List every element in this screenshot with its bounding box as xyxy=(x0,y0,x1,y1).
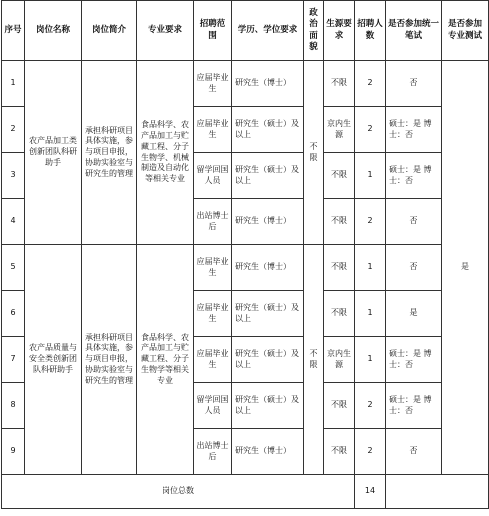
cell-origin: 京内生源 xyxy=(324,107,355,153)
cell-count: 2 xyxy=(355,107,386,153)
cell-exam: 否 xyxy=(386,199,442,245)
total-label: 岗位总数 xyxy=(2,475,355,509)
header-test: 是否参加专业测试 xyxy=(442,1,489,61)
cell-political-group-2: 不限 xyxy=(304,245,324,475)
cell-edu: 研究生（硕士）及以上 xyxy=(232,153,304,199)
header-major: 专业要求 xyxy=(137,1,194,61)
header-origin: 生源要求 xyxy=(324,1,355,61)
cell-origin: 不限 xyxy=(324,153,355,199)
cell-seq: 5 xyxy=(2,245,25,291)
cell-intro-group-1: 承担科研项目具体实施，参与项目申报，协助实验室与研究生的管理 xyxy=(82,61,137,245)
cell-edu: 研究生（博士） xyxy=(232,61,304,107)
cell-count: 2 xyxy=(355,383,386,429)
cell-exam: 是 xyxy=(386,291,442,337)
cell-exam: 硕士：是 博士：否 xyxy=(386,107,442,153)
header-scope: 招聘范围 xyxy=(194,1,232,61)
header-edu: 学历、学位要求 xyxy=(232,1,304,61)
cell-political-group-1: 不限 xyxy=(304,61,324,245)
cell-exam: 硕士：是 博士：否 xyxy=(386,337,442,383)
cell-origin: 不限 xyxy=(324,291,355,337)
cell-seq: 1 xyxy=(2,61,25,107)
cell-scope: 应届毕业生 xyxy=(194,61,232,107)
cell-major-group-1: 食品科学、农产品加工与贮藏工程、分子生物学、机械制造及自动化等相关专业 xyxy=(137,61,194,245)
total-value: 14 xyxy=(355,475,386,509)
total-row xyxy=(2,475,489,509)
cell-exam: 硕士：是 博士：否 xyxy=(386,153,442,199)
cell-origin: 京内生源 xyxy=(324,337,355,383)
cell-edu: 研究生（博士） xyxy=(232,245,304,291)
table-row xyxy=(2,61,489,107)
header-seq: 序号 xyxy=(2,1,25,61)
cell-origin: 不限 xyxy=(324,383,355,429)
cell-scope: 留学回国人员 xyxy=(194,383,232,429)
header-exam: 是否参加统一笔试 xyxy=(386,1,442,61)
cell-major-group-2: 食品科学、农产品加工与贮藏工程、分子生物学等相关专业 xyxy=(137,245,194,475)
cell-intro-group-2: 承担科研项目具体实施，参与项目申报，协助实验室与研究生的管理 xyxy=(82,245,137,475)
cell-scope: 应届毕业生 xyxy=(194,107,232,153)
total-empty-cell xyxy=(386,475,489,509)
header-position: 岗位名称 xyxy=(25,1,82,61)
cell-position-group-2: 农产品质量与安全类创新团队科研助手 xyxy=(25,245,82,475)
cell-professional-test: 是 xyxy=(442,61,489,475)
cell-scope: 留学回国人员 xyxy=(194,153,232,199)
cell-count: 1 xyxy=(355,337,386,383)
cell-scope: 出站博士后 xyxy=(194,429,232,475)
cell-origin: 不限 xyxy=(324,61,355,107)
cell-edu: 研究生（博士） xyxy=(232,199,304,245)
cell-edu: 研究生（硕士）及以上 xyxy=(232,383,304,429)
cell-seq: 3 xyxy=(2,153,25,199)
cell-origin: 不限 xyxy=(324,199,355,245)
cell-position-group-1: 农产品加工类创新团队科研助手 xyxy=(25,61,82,245)
cell-exam: 否 xyxy=(386,245,442,291)
cell-edu: 研究生（硕士）及以上 xyxy=(232,107,304,153)
cell-count: 2 xyxy=(355,61,386,107)
cell-scope: 应届毕业生 xyxy=(194,337,232,383)
cell-count: 2 xyxy=(355,199,386,245)
cell-exam: 否 xyxy=(386,61,442,107)
header-intro: 岗位简介 xyxy=(82,1,137,61)
cell-seq: 8 xyxy=(2,383,25,429)
header-count: 招聘人数 xyxy=(355,1,386,61)
cell-origin: 不限 xyxy=(324,245,355,291)
table-row xyxy=(2,245,489,291)
cell-exam: 否 xyxy=(386,429,442,475)
cell-edu: 研究生（硕士）及以上 xyxy=(232,291,304,337)
cell-origin: 不限 xyxy=(324,429,355,475)
cell-count: 1 xyxy=(355,245,386,291)
cell-scope: 出站博士后 xyxy=(194,199,232,245)
cell-exam: 硕士：是 博士：否 xyxy=(386,383,442,429)
cell-seq: 6 xyxy=(2,291,25,337)
cell-scope: 应届毕业生 xyxy=(194,245,232,291)
cell-seq: 9 xyxy=(2,429,25,475)
cell-count: 1 xyxy=(355,291,386,337)
recruitment-table xyxy=(1,0,489,509)
cell-seq: 4 xyxy=(2,199,25,245)
cell-edu: 研究生（博士） xyxy=(232,429,304,475)
cell-edu: 研究生（硕士）及以上 xyxy=(232,337,304,383)
header-political: 政治面貌 xyxy=(304,1,324,61)
header-row xyxy=(2,1,489,61)
cell-seq: 2 xyxy=(2,107,25,153)
cell-seq: 7 xyxy=(2,337,25,383)
cell-count: 2 xyxy=(355,429,386,475)
cell-count: 1 xyxy=(355,153,386,199)
cell-scope: 应届毕业生 xyxy=(194,291,232,337)
